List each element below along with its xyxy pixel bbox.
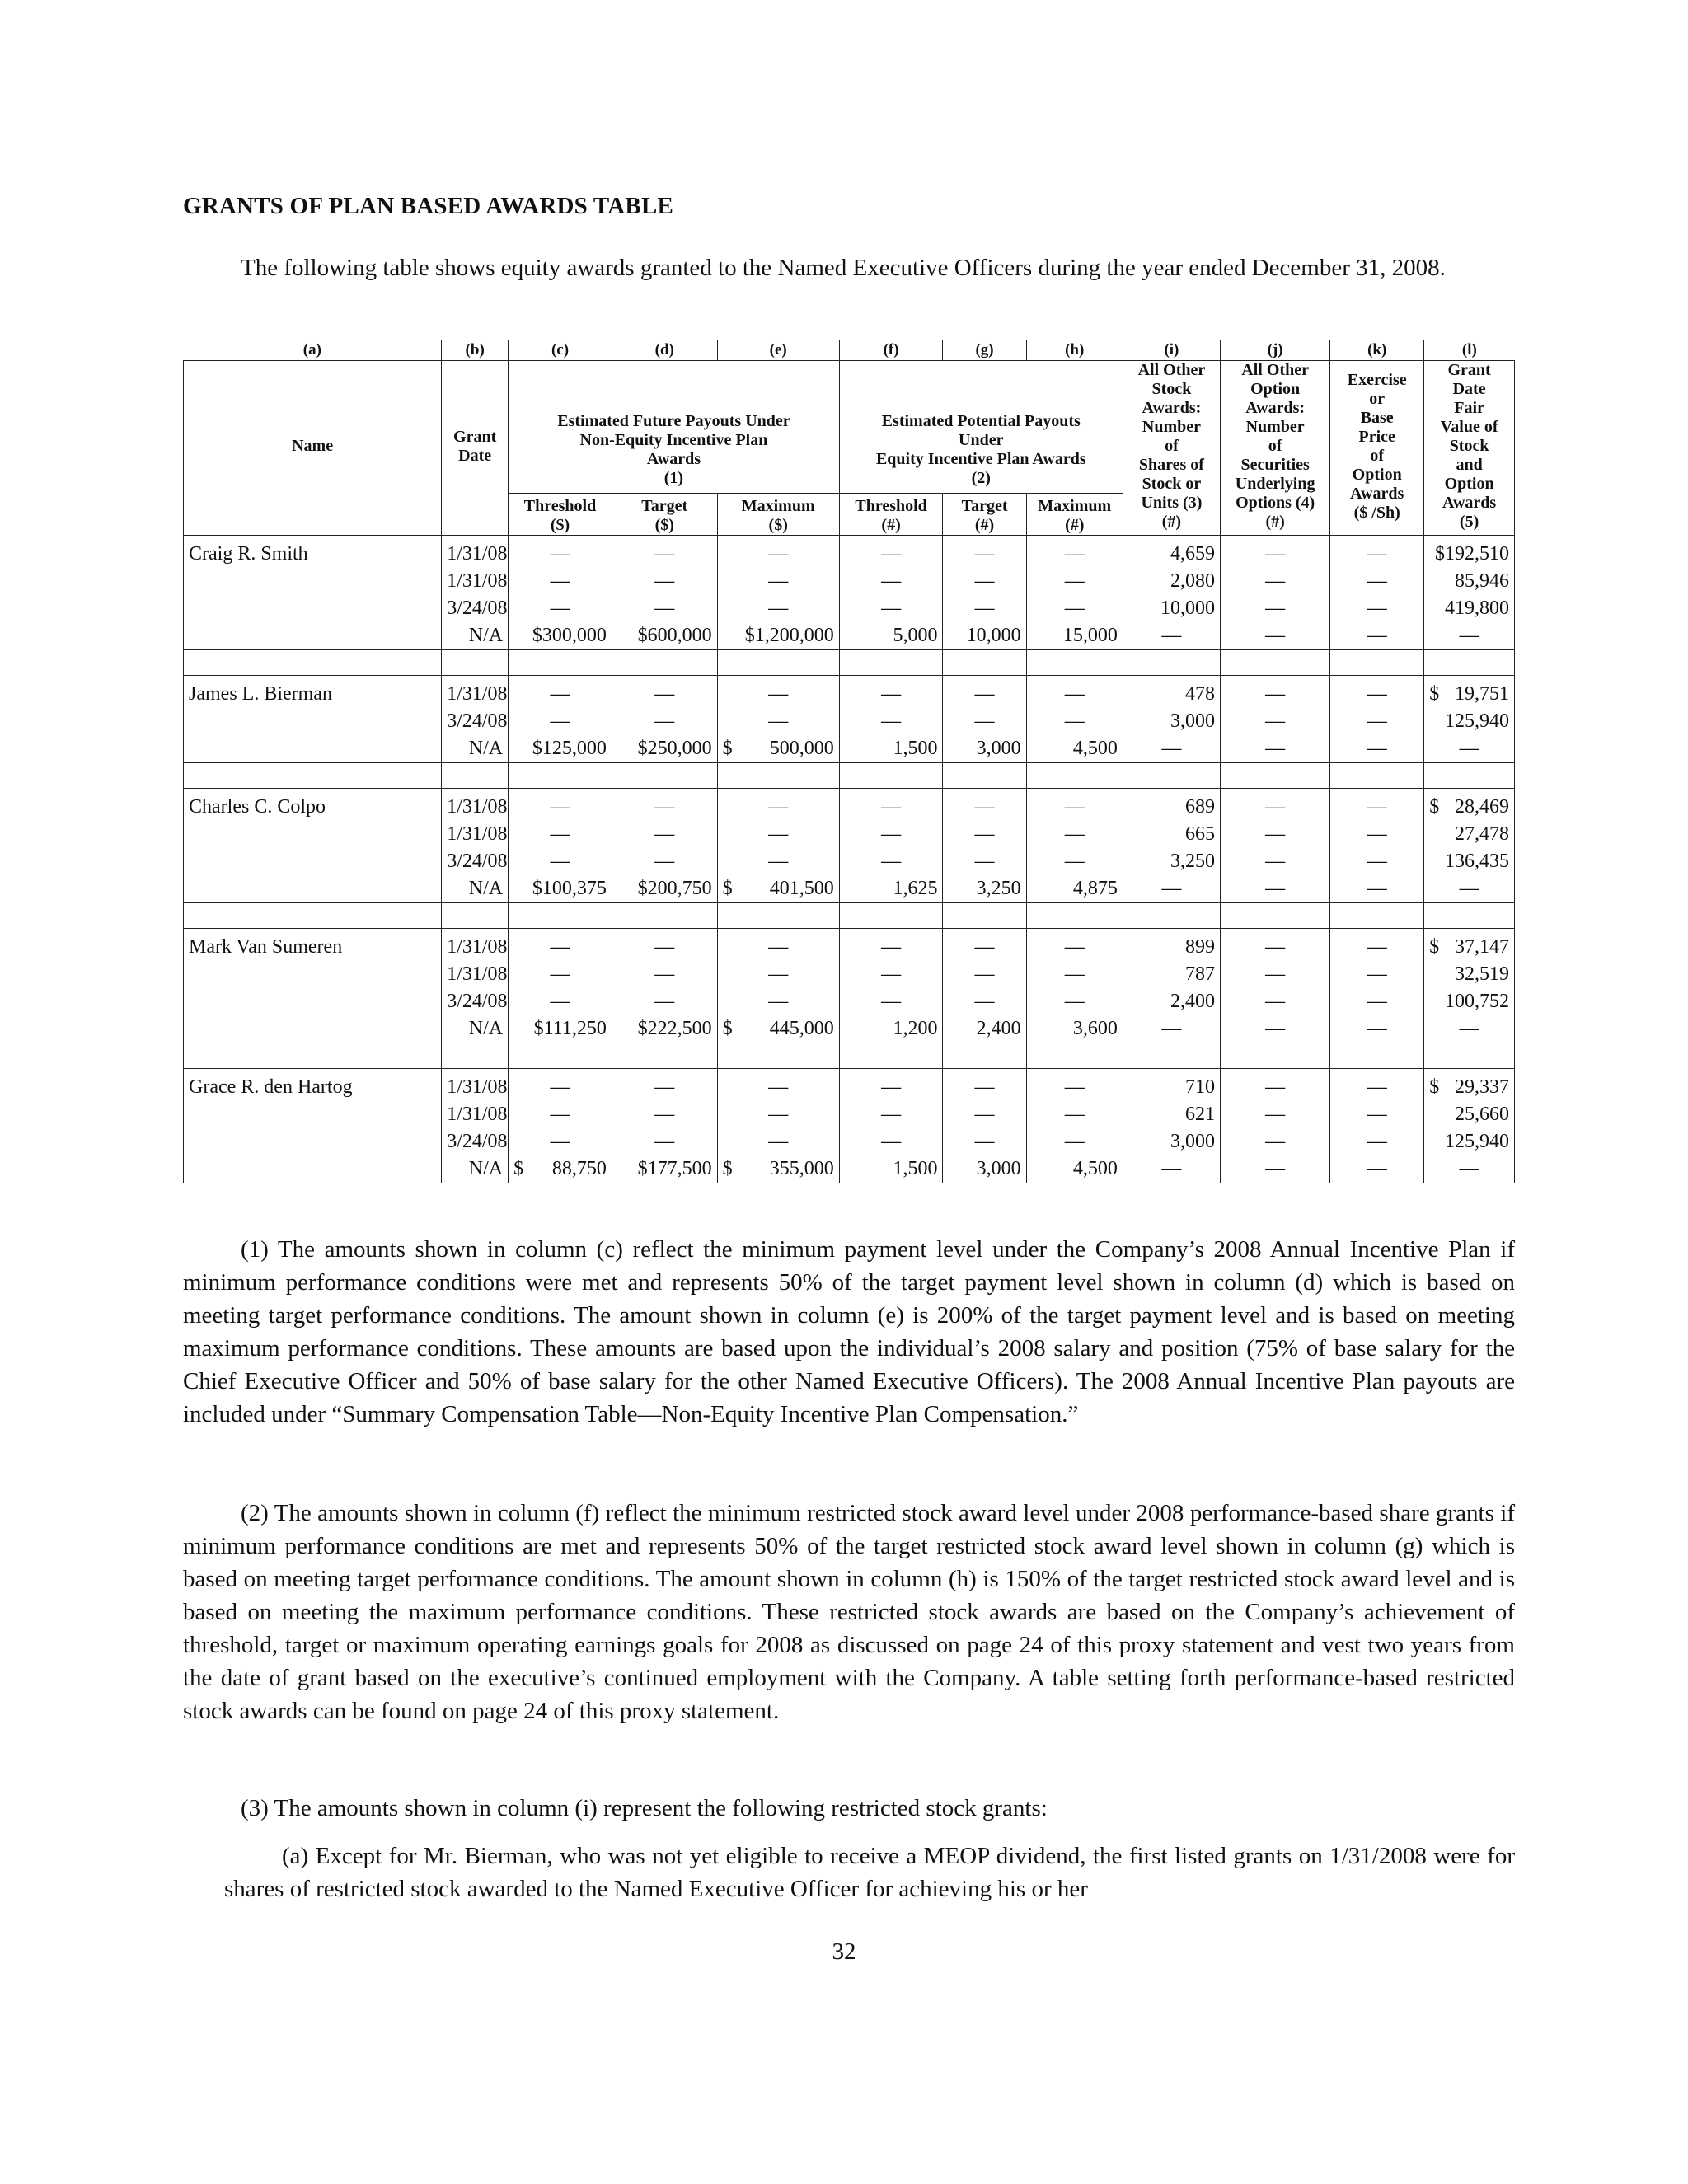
empty-cell xyxy=(184,568,442,595)
table-row xyxy=(184,789,1515,822)
value-cell-g: — xyxy=(943,568,1026,595)
value-amount: 401,500 xyxy=(769,878,834,899)
value-cell-h: — xyxy=(1026,848,1123,875)
table-row xyxy=(184,1155,1515,1183)
value-cell-f: — xyxy=(839,595,943,622)
value-cell-f: — xyxy=(839,1069,943,1102)
value-cell-k: — xyxy=(1330,676,1424,709)
value-cell-e: — xyxy=(717,536,839,569)
value-cell-d: — xyxy=(612,595,717,622)
table-row xyxy=(184,1101,1515,1128)
value-cell-g: 3,000 xyxy=(943,735,1026,763)
maximum-shares-header: Maximum (#) xyxy=(1026,494,1123,536)
grant-date-cell: 3/24/08 xyxy=(442,1128,509,1155)
value-cell-i: — xyxy=(1123,1015,1220,1043)
value-cell-c: — xyxy=(509,676,612,709)
empty-cell xyxy=(184,1015,442,1043)
value-cell-f: — xyxy=(839,961,943,988)
threshold-shares-header: Threshold (#) xyxy=(839,494,943,536)
empty-cell xyxy=(184,1155,442,1183)
table-row xyxy=(184,676,1515,709)
column-letter: (b) xyxy=(442,340,509,361)
value-cell-k: — xyxy=(1330,988,1424,1015)
value-cell-l: $ 37,147 xyxy=(1424,929,1515,962)
value-cell-d: $250,000 xyxy=(612,735,717,763)
value-cell-d: $222,500 xyxy=(612,1015,717,1043)
table-row xyxy=(184,536,1515,569)
section-spacer xyxy=(184,650,1515,676)
table-row xyxy=(184,1128,1515,1155)
value-cell-e: $ 401,500 xyxy=(717,875,839,903)
value-cell-c: $ 88,750 xyxy=(509,1155,612,1183)
executive-name: Grace R. den Hartog xyxy=(184,1069,442,1102)
value-cell-i: 787 xyxy=(1123,961,1220,988)
value-cell-d: — xyxy=(612,676,717,709)
value-cell-g: — xyxy=(943,789,1026,822)
value-cell-g: 2,400 xyxy=(943,1015,1026,1043)
value-cell-c: — xyxy=(509,536,612,569)
value-cell-h: — xyxy=(1026,1069,1123,1102)
value-cell-f: 1,200 xyxy=(839,1015,943,1043)
value-cell-i: — xyxy=(1123,622,1220,650)
grant-date-cell: 1/31/08 xyxy=(442,1101,509,1128)
executive-name: Mark Van Sumeren xyxy=(184,929,442,962)
value-cell-k: — xyxy=(1330,961,1424,988)
value-amount: 500,000 xyxy=(769,738,834,759)
executive-name: James L. Bierman xyxy=(184,676,442,709)
value-cell-i: 689 xyxy=(1123,789,1220,822)
value-cell-d: — xyxy=(612,1101,717,1128)
table-row xyxy=(184,735,1515,763)
stock-awards-header: All Other Stock Awards: Number of Shares of Stock or Units (3) (#) xyxy=(1123,361,1220,536)
column-letter: (k) xyxy=(1330,340,1424,361)
value-cell-e: — xyxy=(717,789,839,822)
value-cell-f: — xyxy=(839,1101,943,1128)
value-cell-f: 1,500 xyxy=(839,735,943,763)
value-cell-h: — xyxy=(1026,676,1123,709)
value-cell-c: — xyxy=(509,789,612,822)
value-cell-l: 136,435 xyxy=(1424,848,1515,875)
grant-date-cell: N/A xyxy=(442,875,509,903)
value-cell-h: — xyxy=(1026,821,1123,848)
value-cell-c: — xyxy=(509,961,612,988)
name-header: Name xyxy=(184,361,442,536)
value-cell-f: — xyxy=(839,1128,943,1155)
value-cell-g: 3,250 xyxy=(943,875,1026,903)
value-cell-h: — xyxy=(1026,961,1123,988)
value-cell-g: — xyxy=(943,595,1026,622)
value-cell-e: — xyxy=(717,595,839,622)
value-cell-g: — xyxy=(943,988,1026,1015)
value-cell-j: — xyxy=(1221,1015,1330,1043)
table-row xyxy=(184,848,1515,875)
value-cell-l: $ 29,337 xyxy=(1424,1069,1515,1102)
column-letter: (f) xyxy=(839,340,943,361)
value-cell-f: — xyxy=(839,988,943,1015)
value-cell-j: — xyxy=(1221,1069,1330,1102)
grant-date-cell: 1/31/08 xyxy=(442,789,509,822)
value-cell-h: 4,500 xyxy=(1026,735,1123,763)
empty-cell xyxy=(184,1101,442,1128)
value-cell-d: — xyxy=(612,821,717,848)
value-cell-i: 2,080 xyxy=(1123,568,1220,595)
value-cell-k: — xyxy=(1330,821,1424,848)
value-cell-k: — xyxy=(1330,1155,1424,1183)
value-cell-j: — xyxy=(1221,568,1330,595)
value-cell-l: — xyxy=(1424,875,1515,903)
intro-paragraph: The following table shows equity awards granted to the Named Executive Officers during the year ended December 31, 2008. xyxy=(241,255,1446,281)
value-cell-l: 100,752 xyxy=(1424,988,1515,1015)
value-cell-e: — xyxy=(717,929,839,962)
value-cell-f: 1,625 xyxy=(839,875,943,903)
table-row xyxy=(184,1069,1515,1102)
value-cell-j: — xyxy=(1221,1128,1330,1155)
value-cell-e: $1,200,000 xyxy=(717,622,839,650)
grant-date-cell: 1/31/08 xyxy=(442,536,509,569)
value-cell-j: — xyxy=(1221,595,1330,622)
maximum-dollars-header: Maximum ($) xyxy=(717,494,839,536)
value-cell-i: 478 xyxy=(1123,676,1220,709)
column-letter: (i) xyxy=(1123,340,1220,361)
value-cell-j: — xyxy=(1221,988,1330,1015)
value-cell-i: — xyxy=(1123,875,1220,903)
grant-date-cell: N/A xyxy=(442,735,509,763)
value-cell-c: — xyxy=(509,708,612,735)
value-cell-d: — xyxy=(612,1069,717,1102)
target-shares-header: Target (#) xyxy=(943,494,1026,536)
column-letter-row xyxy=(184,340,1515,361)
table-row xyxy=(184,821,1515,848)
table-row xyxy=(184,1015,1515,1043)
value-cell-i: 3,000 xyxy=(1123,708,1220,735)
value-cell-d: — xyxy=(612,848,717,875)
column-letter: (e) xyxy=(717,340,839,361)
footnote-3: (3) The amounts shown in column (i) represent the following restricted stock grants: xyxy=(241,1795,1048,1821)
value-amount: 19,751 xyxy=(1455,683,1509,705)
value-cell-k: — xyxy=(1330,708,1424,735)
value-cell-d: — xyxy=(612,708,717,735)
grant-date-cell: N/A xyxy=(442,622,509,650)
value-cell-l: 27,478 xyxy=(1424,821,1515,848)
value-amount: 28,469 xyxy=(1455,796,1509,818)
value-cell-c: — xyxy=(509,988,612,1015)
empty-cell xyxy=(184,848,442,875)
footnote-3a: (a) Except for Mr. Bierman, who was not yet eligible to receive a MEOP dividend, the first listed grants on 1/31/2008 were for shares of restricted stock awarded to the Named Executive Officer for achieving his or her xyxy=(224,1843,1515,1902)
value-cell-g: — xyxy=(943,708,1026,735)
value-cell-c: — xyxy=(509,595,612,622)
empty-cell xyxy=(184,735,442,763)
table-row xyxy=(184,622,1515,650)
value-cell-e: $ 500,000 xyxy=(717,735,839,763)
table-row xyxy=(184,708,1515,735)
section-spacer xyxy=(184,763,1515,789)
value-cell-l: — xyxy=(1424,735,1515,763)
value-cell-e: — xyxy=(717,988,839,1015)
value-cell-j: — xyxy=(1221,875,1330,903)
value-cell-j: — xyxy=(1221,536,1330,569)
value-cell-h: 3,600 xyxy=(1026,1015,1123,1043)
section-spacer xyxy=(184,903,1515,929)
value-cell-e: — xyxy=(717,1069,839,1102)
empty-cell xyxy=(184,622,442,650)
value-cell-k: — xyxy=(1330,1015,1424,1043)
value-cell-k: — xyxy=(1330,536,1424,569)
grant-date-cell: 1/31/08 xyxy=(442,961,509,988)
value-cell-j: — xyxy=(1221,848,1330,875)
value-cell-f: — xyxy=(839,568,943,595)
value-cell-d: — xyxy=(612,961,717,988)
value-cell-c: — xyxy=(509,821,612,848)
value-cell-l: 125,940 xyxy=(1424,1128,1515,1155)
value-cell-l: 25,660 xyxy=(1424,1101,1515,1128)
grant-date-cell: 1/31/08 xyxy=(442,1069,509,1102)
value-cell-i: 665 xyxy=(1123,821,1220,848)
value-cell-h: 15,000 xyxy=(1026,622,1123,650)
value-cell-e: — xyxy=(717,961,839,988)
value-cell-d: — xyxy=(612,789,717,822)
value-amount: 445,000 xyxy=(769,1018,834,1039)
value-cell-h: — xyxy=(1026,789,1123,822)
value-cell-f: — xyxy=(839,789,943,822)
grant-date-cell: 1/31/08 xyxy=(442,929,509,962)
table-row xyxy=(184,595,1515,622)
grant-date-cell: N/A xyxy=(442,1015,509,1043)
column-letter: (c) xyxy=(509,340,612,361)
value-cell-k: — xyxy=(1330,875,1424,903)
value-cell-l: $ 28,469 xyxy=(1424,789,1515,822)
value-cell-c: $111,250 xyxy=(509,1015,612,1043)
option-awards-header: All Other Option Awards: Number of Securities Underlying Options (4) (#) xyxy=(1221,361,1330,536)
value-cell-c: — xyxy=(509,929,612,962)
value-cell-j: — xyxy=(1221,676,1330,709)
value-cell-i: 4,659 xyxy=(1123,536,1220,569)
value-cell-d: — xyxy=(612,988,717,1015)
table-row xyxy=(184,961,1515,988)
value-cell-c: $100,375 xyxy=(509,875,612,903)
empty-cell xyxy=(184,708,442,735)
value-cell-e: $ 445,000 xyxy=(717,1015,839,1043)
grant-date-cell: 3/24/08 xyxy=(442,988,509,1015)
value-cell-c: — xyxy=(509,848,612,875)
value-cell-i: 899 xyxy=(1123,929,1220,962)
nonequity-group-header: Estimated Future Payouts Under Non-Equity Incentive Plan Awards (1) xyxy=(509,361,840,494)
grants-table xyxy=(183,340,1515,1183)
value-cell-g: 3,000 xyxy=(943,1155,1026,1183)
section-title: GRANTS OF PLAN BASED AWARDS TABLE xyxy=(183,193,674,219)
value-cell-d: $177,500 xyxy=(612,1155,717,1183)
value-cell-j: — xyxy=(1221,789,1330,822)
value-cell-f: 1,500 xyxy=(839,1155,943,1183)
value-cell-c: $300,000 xyxy=(509,622,612,650)
grant-date-cell: 3/24/08 xyxy=(442,708,509,735)
value-cell-d: $200,750 xyxy=(612,875,717,903)
empty-cell xyxy=(184,595,442,622)
value-cell-i: — xyxy=(1123,1155,1220,1183)
grant-date-cell: 1/31/08 xyxy=(442,676,509,709)
value-cell-h: — xyxy=(1026,988,1123,1015)
value-cell-k: — xyxy=(1330,568,1424,595)
value-cell-i: 10,000 xyxy=(1123,595,1220,622)
empty-cell xyxy=(184,1128,442,1155)
value-cell-k: — xyxy=(1330,622,1424,650)
value-cell-e: — xyxy=(717,676,839,709)
grant-date-fair-value-header: Grant Date Fair Value of Stock and Option Awards (5) xyxy=(1424,361,1515,536)
value-cell-j: — xyxy=(1221,961,1330,988)
footnote-1: (1) The amounts shown in column (c) reflect the minimum payment level under the Company’s 2008 Annual Incentive Plan if minimum performance conditions were met and represents 50% of the target payment level shown in column (d) which is based on meeting target performance conditions. The amount shown in column (e) is 200% of the target payment level and is based on meeting maximum performance conditions. These amounts are based upon the individual’s 2008 salary and position (75% of base salary for the Chief Executive Officer and 50% of base salary for the other Named Executive Officers). The 2008 Annual Incentive Plan payouts are included under “Summary Compensation Table—Non-Equity Incentive Plan Compensation.” xyxy=(183,1236,1515,1427)
value-cell-h: — xyxy=(1026,568,1123,595)
value-cell-g: — xyxy=(943,821,1026,848)
value-cell-k: — xyxy=(1330,929,1424,962)
value-amount: 37,147 xyxy=(1455,936,1509,958)
column-letter: (j) xyxy=(1221,340,1330,361)
value-amount: 355,000 xyxy=(769,1158,834,1179)
value-cell-i: 710 xyxy=(1123,1069,1220,1102)
value-cell-h: — xyxy=(1026,595,1123,622)
value-cell-e: — xyxy=(717,568,839,595)
value-cell-h: 4,875 xyxy=(1026,875,1123,903)
threshold-dollars-header: Threshold ($) xyxy=(509,494,612,536)
value-cell-g: — xyxy=(943,1069,1026,1102)
value-cell-g: 10,000 xyxy=(943,622,1026,650)
value-cell-d: $600,000 xyxy=(612,622,717,650)
value-cell-i: 3,250 xyxy=(1123,848,1220,875)
empty-cell xyxy=(184,875,442,903)
column-letter: (l) xyxy=(1424,340,1515,361)
footnote-2: (2) The amounts shown in column (f) reflect the minimum restricted stock award level under 2008 performance-based share grants if minimum performance conditions are met and represents 50% of the target restricted stock award level shown in column (g) which is based on meeting target performance conditions. The amount shown in column (h) is 150% of the target restricted stock award level and is based on meeting the maximum performance conditions. These restricted stock awards are based on the Company’s achievement of threshold, target or maximum operating earnings goals for 2008 as discussed on page 24 of this proxy statement and vest two years from the date of grant based on the executive’s continued employment with the Company. A table setting forth performance-based restricted stock awards can be found on page 24 of this proxy statement. xyxy=(183,1500,1515,1724)
column-letter: (h) xyxy=(1026,340,1123,361)
empty-cell xyxy=(184,821,442,848)
value-amount: 88,750 xyxy=(551,1158,607,1179)
table-row xyxy=(184,568,1515,595)
value-cell-e: — xyxy=(717,848,839,875)
value-cell-k: — xyxy=(1330,1128,1424,1155)
section-spacer xyxy=(184,1043,1515,1069)
value-cell-l: — xyxy=(1424,1015,1515,1043)
value-cell-h: 4,500 xyxy=(1026,1155,1123,1183)
value-cell-g: — xyxy=(943,929,1026,962)
value-cell-j: — xyxy=(1221,622,1330,650)
value-cell-k: — xyxy=(1330,848,1424,875)
grant-date-cell: 3/24/08 xyxy=(442,595,509,622)
grant-date-cell: 1/31/08 xyxy=(442,821,509,848)
grants-table-body xyxy=(184,536,1515,1183)
value-cell-g: — xyxy=(943,536,1026,569)
value-cell-c: — xyxy=(509,568,612,595)
value-cell-j: — xyxy=(1221,708,1330,735)
value-cell-h: — xyxy=(1026,1128,1123,1155)
value-cell-c: — xyxy=(509,1101,612,1128)
value-cell-k: — xyxy=(1330,1101,1424,1128)
value-cell-g: — xyxy=(943,848,1026,875)
value-cell-j: — xyxy=(1221,1155,1330,1183)
empty-cell xyxy=(184,961,442,988)
table-row xyxy=(184,988,1515,1015)
value-cell-k: — xyxy=(1330,735,1424,763)
value-cell-l: — xyxy=(1424,622,1515,650)
value-cell-c: — xyxy=(509,1069,612,1102)
page-number: 32 xyxy=(832,1938,856,1965)
empty-cell xyxy=(184,988,442,1015)
value-cell-d: — xyxy=(612,1128,717,1155)
value-cell-l: 419,800 xyxy=(1424,595,1515,622)
value-cell-l: 85,946 xyxy=(1424,568,1515,595)
value-cell-d: — xyxy=(612,929,717,962)
value-cell-k: — xyxy=(1330,595,1424,622)
value-cell-c: — xyxy=(509,1128,612,1155)
grant-date-header: Grant Date xyxy=(442,361,509,536)
grant-date-cell: 1/31/08 xyxy=(442,568,509,595)
value-cell-f: — xyxy=(839,708,943,735)
value-cell-i: — xyxy=(1123,735,1220,763)
table-row xyxy=(184,875,1515,903)
value-cell-l: — xyxy=(1424,1155,1515,1183)
value-cell-e: $ 355,000 xyxy=(717,1155,839,1183)
value-cell-f: — xyxy=(839,929,943,962)
value-cell-i: 621 xyxy=(1123,1101,1220,1128)
value-cell-i: 3,000 xyxy=(1123,1128,1220,1155)
value-cell-c: $125,000 xyxy=(509,735,612,763)
value-cell-l: 32,519 xyxy=(1424,961,1515,988)
value-cell-e: — xyxy=(717,708,839,735)
value-cell-j: — xyxy=(1221,1101,1330,1128)
value-cell-e: — xyxy=(717,821,839,848)
value-cell-l: $192,510 xyxy=(1424,536,1515,569)
value-cell-i: 2,400 xyxy=(1123,988,1220,1015)
value-cell-f: 5,000 xyxy=(839,622,943,650)
value-cell-h: — xyxy=(1026,929,1123,962)
value-cell-f: — xyxy=(839,848,943,875)
table-row xyxy=(184,929,1515,962)
value-cell-k: — xyxy=(1330,789,1424,822)
executive-name: Craig R. Smith xyxy=(184,536,442,569)
value-cell-h: — xyxy=(1026,708,1123,735)
value-cell-d: — xyxy=(612,568,717,595)
value-cell-f: — xyxy=(839,676,943,709)
value-cell-k: — xyxy=(1330,1069,1424,1102)
value-cell-j: — xyxy=(1221,735,1330,763)
column-letter: (d) xyxy=(612,340,717,361)
executive-name: Charles C. Colpo xyxy=(184,789,442,822)
value-cell-g: — xyxy=(943,676,1026,709)
value-cell-g: — xyxy=(943,961,1026,988)
value-cell-l: $ 19,751 xyxy=(1424,676,1515,709)
equity-group-header: Estimated Potential Payouts Under Equity Incentive Plan Awards (2) xyxy=(839,361,1123,494)
target-dollars-header: Target ($) xyxy=(612,494,717,536)
header-group-row xyxy=(184,361,1515,494)
value-cell-j: — xyxy=(1221,821,1330,848)
value-cell-e: — xyxy=(717,1128,839,1155)
value-amount: 29,337 xyxy=(1455,1076,1509,1098)
grant-date-cell: N/A xyxy=(442,1155,509,1183)
value-cell-j: — xyxy=(1221,929,1330,962)
exercise-price-header: Exercise or Base Price of Option Awards ($ /Sh) xyxy=(1330,361,1424,536)
value-cell-g: — xyxy=(943,1101,1026,1128)
grant-date-cell: 3/24/08 xyxy=(442,848,509,875)
value-cell-g: — xyxy=(943,1128,1026,1155)
value-cell-h: — xyxy=(1026,1101,1123,1128)
value-cell-l: 125,940 xyxy=(1424,708,1515,735)
value-cell-e: — xyxy=(717,1101,839,1128)
value-cell-f: — xyxy=(839,821,943,848)
value-cell-h: — xyxy=(1026,536,1123,569)
value-cell-d: — xyxy=(612,536,717,569)
column-letter: (g) xyxy=(943,340,1026,361)
value-cell-f: — xyxy=(839,536,943,569)
column-letter: (a) xyxy=(184,340,442,361)
